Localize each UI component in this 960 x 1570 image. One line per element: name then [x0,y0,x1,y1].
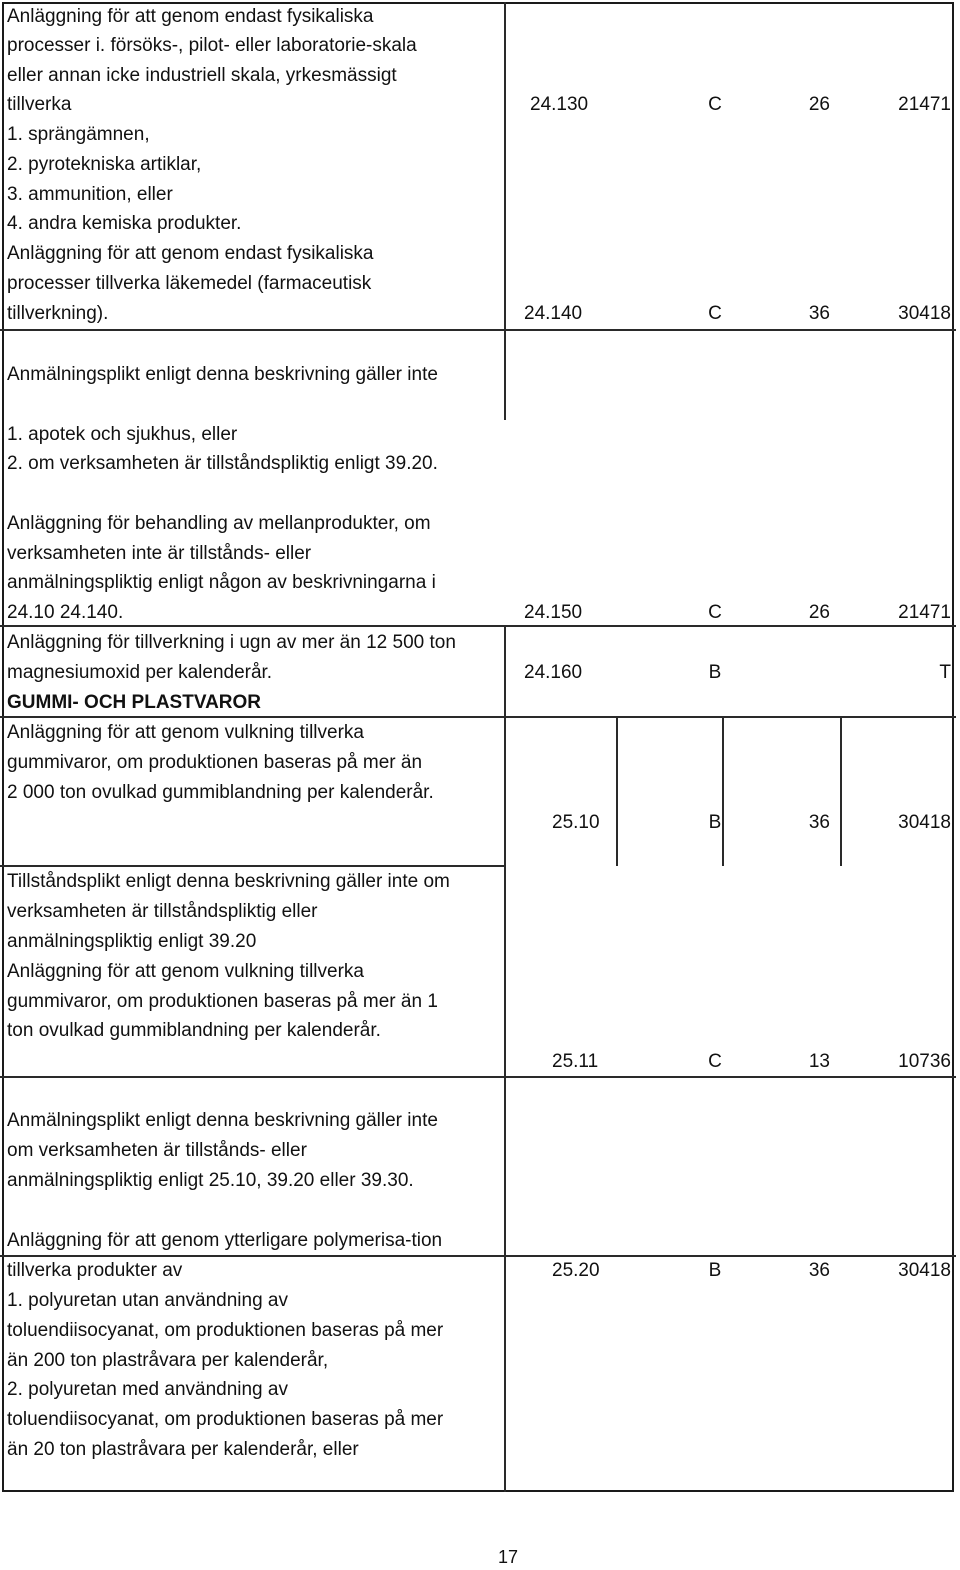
list-item: 2. polyuretan med användning av [7,1379,288,1400]
column-divider [840,716,842,866]
note-line: anmälningspliktig enligt 39.20 [7,931,257,952]
description-line: verksamheten inte är tillstånds- eller [7,543,312,564]
value-cell: 36 [808,303,830,324]
list-item: toluendiisocyanat, om produktionen baseras på mer [7,1409,444,1430]
description-line: anmälningspliktig enligt någon av beskrivningarna i [7,572,436,593]
value-cell: 30418 [898,1260,951,1281]
description-line: Anläggning för att genom ytterligare polymerisa-tion [7,1230,443,1251]
value-cell: 26 [808,602,830,623]
note-line: om verksamheten är tillstånds- eller [7,1140,307,1161]
description-line: processer tillverka läkemedel (farmaceutisk [7,273,372,294]
row-divider [0,1076,506,1078]
description-line: gummivaror, om produktionen baseras på mer än [7,752,423,773]
row-divider [0,329,956,331]
list-item: 1. apotek och sjukhus, eller [7,424,238,445]
column-divider [616,716,618,866]
code-cell: 25.20 [552,1260,600,1281]
note-line: Anmälningsplikt enligt denna beskrivning gäller inte [7,1110,438,1131]
class-cell: C [708,303,722,324]
description-line: Anläggning för att genom vulkning tillverka [7,961,364,982]
list-item: 4. andra kemiska produkter. [7,213,242,234]
code-cell: 24.130 [530,94,589,115]
column-divider [722,716,724,866]
description-line: ton ovulkad gummiblandning per kalenderår. [7,1020,381,1041]
code-cell: 25.11 [552,1051,599,1072]
description-line: tillverkning). [7,303,109,324]
value-cell: T [939,662,951,683]
description-line: tillverka [7,94,72,115]
page-number: 17 [497,1547,519,1567]
value-cell: 36 [808,1260,830,1281]
note-line: Anmälningsplikt enligt denna beskrivning gäller inte [7,364,438,385]
list-item: 3. ammunition, eller [7,184,173,205]
note-line: verksamheten är tillståndspliktig eller [7,901,318,922]
description-line: Anläggning för att genom endast fysikaliska [7,6,374,27]
list-item: 1. sprängämnen, [7,124,150,145]
class-cell: C [708,1051,722,1072]
note-line: anmälningspliktig enligt 25.10, 39.20 eller 39.30. [7,1170,414,1191]
list-item: 2. om verksamheten är tillståndspliktig enligt 39.20. [7,453,438,474]
class-cell: B [708,1260,722,1281]
code-cell: 24.150 [524,602,583,623]
code-cell: 25.10 [552,812,600,833]
value-cell: 30418 [898,812,951,833]
description-line: Anläggning för tillverkning i ugn av mer än 12 500 ton [7,632,456,653]
value-cell: 30418 [898,303,951,324]
list-item: än 20 ton plastråvara per kalenderår, eller [7,1439,359,1460]
list-item: 2. pyrotekniska artiklar, [7,154,202,175]
description-line: tillverka produkter av [7,1260,183,1281]
value-cell: 26 [808,94,830,115]
value-cell: 36 [808,812,830,833]
list-item: 1. polyuretan utan användning av [7,1290,288,1311]
list-item: än 200 ton plastråvara per kalenderår, [7,1350,329,1371]
class-cell: B [708,812,722,833]
description-line: 24.10 24.140. [7,602,124,623]
description-line: gummivaror, om produktionen baseras på mer än 1 [7,991,438,1012]
class-cell: C [708,94,722,115]
section-heading: GUMMI- OCH PLASTVAROR [7,692,262,713]
value-cell: 13 [808,1051,830,1072]
column-divider [504,2,506,420]
note-line: Tillståndsplikt enligt denna beskrivning gäller inte om [7,871,450,892]
description-line: Anläggning för behandling av mellanprodukter, om [7,513,431,534]
description-line: 2 000 ton ovulkad gummiblandning per kalenderår. [7,782,434,803]
value-cell: 21471 [898,602,951,623]
column-divider [504,625,506,1492]
code-cell: 24.160 [524,662,583,683]
description-line: Anläggning för att genom endast fysikaliska [7,243,374,264]
description-line: processer i. försöks-, pilot- eller laboratorie-skala [7,35,417,56]
class-cell: B [708,662,722,683]
value-cell: 10736 [898,1051,951,1072]
list-item: toluendiisocyanat, om produktionen baseras på mer [7,1320,444,1341]
value-cell: 21471 [898,94,951,115]
code-cell: 24.140 [524,303,583,324]
description-line: eller annan icke industriell skala, yrkesmässigt [7,65,397,86]
class-cell: C [708,602,722,623]
description-line: Anläggning för att genom vulkning tillverka [7,722,364,743]
description-line: magnesiumoxid per kalenderår. [7,662,273,683]
